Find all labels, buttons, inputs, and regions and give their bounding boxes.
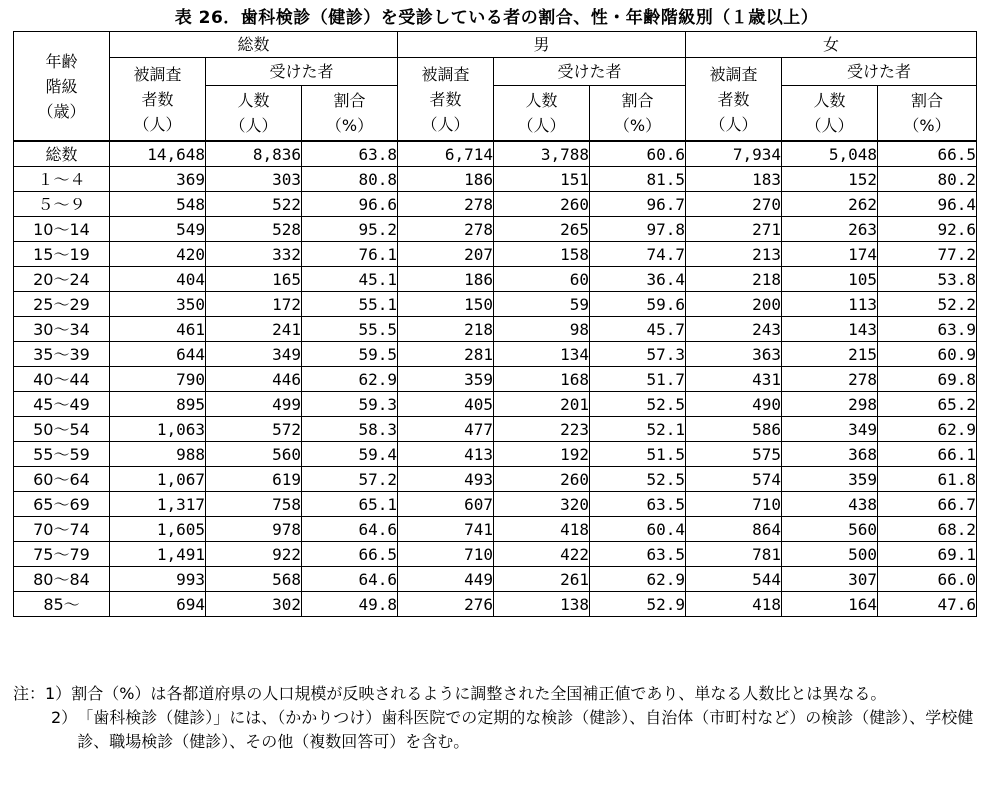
table-cell: 57.3 xyxy=(590,342,686,367)
table-cell: 57.2 xyxy=(302,467,398,492)
table-cell: 152 xyxy=(782,167,878,192)
table-cell: 320 xyxy=(494,492,590,517)
age-group-cell: 50～54 xyxy=(14,417,110,442)
table-cell: 168 xyxy=(494,367,590,392)
age-group-header: 年齢 階級 （歳） xyxy=(14,32,110,142)
table-cell: 260 xyxy=(494,192,590,217)
table-cell: 172 xyxy=(206,292,302,317)
table-cell: 53.8 xyxy=(878,267,977,292)
age-group-cell: ５～９ xyxy=(14,192,110,217)
table-cell: 59.3 xyxy=(302,392,398,417)
table-cell: 586 xyxy=(686,417,782,442)
table-row xyxy=(14,567,977,592)
table-cell: 81.5 xyxy=(590,167,686,192)
age-group-cell: 65～69 xyxy=(14,492,110,517)
rate-header: 割合 （%） xyxy=(590,86,686,142)
table-cell: 63.8 xyxy=(302,141,398,167)
table-row xyxy=(14,367,977,392)
table-cell: 55.1 xyxy=(302,292,398,317)
table-cell: 69.1 xyxy=(878,542,977,567)
table-row xyxy=(14,542,977,567)
table-cell: 200 xyxy=(686,292,782,317)
count-header: 人数 （人） xyxy=(782,86,878,142)
table-row xyxy=(14,292,977,317)
table-cell: 276 xyxy=(398,592,494,617)
table-cell: 134 xyxy=(494,342,590,367)
table-cell: 988 xyxy=(110,442,206,467)
table-cell: 76.1 xyxy=(302,242,398,267)
table-cell: 65.2 xyxy=(878,392,977,417)
footnote-marker: 注：1） xyxy=(13,684,72,703)
group-header-male: 男 xyxy=(398,32,686,58)
table-cell: 278 xyxy=(398,217,494,242)
footnote-2 xyxy=(13,706,983,754)
table-row xyxy=(14,167,977,192)
table-cell: 278 xyxy=(398,192,494,217)
age-group-cell: 25～29 xyxy=(14,292,110,317)
count-header: 人数 （人） xyxy=(206,86,302,142)
table-cell: 644 xyxy=(110,342,206,367)
table-body xyxy=(14,141,977,617)
table-cell: 62.9 xyxy=(590,567,686,592)
age-group-cell: 75～79 xyxy=(14,542,110,567)
table-cell: 499 xyxy=(206,392,302,417)
table-cell: 262 xyxy=(782,192,878,217)
age-group-cell: 総数 xyxy=(14,141,110,167)
table-cell: 158 xyxy=(494,242,590,267)
age-group-cell: 60～64 xyxy=(14,467,110,492)
footnotes xyxy=(13,682,983,754)
table-cell: 758 xyxy=(206,492,302,517)
table-cell: 1,317 xyxy=(110,492,206,517)
table-cell: 270 xyxy=(686,192,782,217)
table-cell: 5,048 xyxy=(782,141,878,167)
received-header: 受けた者 xyxy=(782,58,977,86)
table-cell: 560 xyxy=(206,442,302,467)
table-cell: 59.5 xyxy=(302,342,398,367)
table-cell: 192 xyxy=(494,442,590,467)
table-cell: 60 xyxy=(494,267,590,292)
table-header xyxy=(14,32,977,142)
table-cell: 138 xyxy=(494,592,590,617)
table-cell: 350 xyxy=(110,292,206,317)
age-group-cell: 40～44 xyxy=(14,367,110,392)
table-cell: 52.5 xyxy=(590,467,686,492)
table-cell: 65.1 xyxy=(302,492,398,517)
table-cell: 420 xyxy=(110,242,206,267)
table-cell: 864 xyxy=(686,517,782,542)
table-cell: 174 xyxy=(782,242,878,267)
table-cell: 418 xyxy=(686,592,782,617)
table-cell: 404 xyxy=(110,267,206,292)
age-group-cell: 80～84 xyxy=(14,567,110,592)
table-cell: 58.3 xyxy=(302,417,398,442)
table-cell: 151 xyxy=(494,167,590,192)
table-row xyxy=(14,192,977,217)
table-title: 表 26．歯科検診（健診）を受診している者の割合、性・年齢階級別（１歳以上） xyxy=(174,8,819,28)
table-cell: 265 xyxy=(494,217,590,242)
table-cell: 66.1 xyxy=(878,442,977,467)
table-cell: 741 xyxy=(398,517,494,542)
table-cell: 607 xyxy=(398,492,494,517)
table-cell: 95.2 xyxy=(302,217,398,242)
rate-header: 割合 （%） xyxy=(878,86,977,142)
table-row xyxy=(14,517,977,542)
table-cell: 47.6 xyxy=(878,592,977,617)
table-cell: 51.5 xyxy=(590,442,686,467)
table-cell: 52.1 xyxy=(590,417,686,442)
table-cell: 186 xyxy=(398,167,494,192)
table-cell: 298 xyxy=(782,392,878,417)
table-cell: 186 xyxy=(398,267,494,292)
table-row xyxy=(14,442,977,467)
table-cell: 45.1 xyxy=(302,267,398,292)
table-cell: 332 xyxy=(206,242,302,267)
table-cell: 77.2 xyxy=(878,242,977,267)
table-cell: 66.0 xyxy=(878,567,977,592)
age-group-cell: 15～19 xyxy=(14,242,110,267)
table-cell: 66.5 xyxy=(302,542,398,567)
table-cell: 461 xyxy=(110,317,206,342)
surveyed-header: 被調査 者数 （人） xyxy=(398,58,494,142)
table-cell: 490 xyxy=(686,392,782,417)
table-cell: 243 xyxy=(686,317,782,342)
table-cell: 574 xyxy=(686,467,782,492)
rate-header: 割合 （%） xyxy=(302,86,398,142)
received-header: 受けた者 xyxy=(206,58,398,86)
table-row xyxy=(14,141,977,167)
table-row xyxy=(14,317,977,342)
table-row xyxy=(14,342,977,367)
table-cell: 63.9 xyxy=(878,317,977,342)
table-cell: 96.4 xyxy=(878,192,977,217)
table-cell: 619 xyxy=(206,467,302,492)
group-header-total: 総数 xyxy=(110,32,398,58)
table-cell: 96.6 xyxy=(302,192,398,217)
table-cell: 68.2 xyxy=(878,517,977,542)
count-header: 人数 （人） xyxy=(494,86,590,142)
table-cell: 165 xyxy=(206,267,302,292)
age-group-cell: 70～74 xyxy=(14,517,110,542)
table-cell: 52.5 xyxy=(590,392,686,417)
table-cell: 993 xyxy=(110,567,206,592)
surveyed-header: 被調査 者数 （人） xyxy=(686,58,782,142)
table-cell: 8,836 xyxy=(206,141,302,167)
table-cell: 49.8 xyxy=(302,592,398,617)
table-cell: 572 xyxy=(206,417,302,442)
table-cell: 349 xyxy=(782,417,878,442)
age-group-cell: 35～39 xyxy=(14,342,110,367)
table-cell: 51.7 xyxy=(590,367,686,392)
age-group-cell: 20～24 xyxy=(14,267,110,292)
table-cell: 544 xyxy=(686,567,782,592)
footnote-1 xyxy=(13,682,983,706)
table-cell: 52.9 xyxy=(590,592,686,617)
footnote-marker: 2） xyxy=(51,708,78,727)
table-cell: 781 xyxy=(686,542,782,567)
table-cell: 218 xyxy=(398,317,494,342)
table-cell: 449 xyxy=(398,567,494,592)
table-cell: 63.5 xyxy=(590,492,686,517)
table-cell: 528 xyxy=(206,217,302,242)
table-row xyxy=(14,467,977,492)
age-group-cell: 45～49 xyxy=(14,392,110,417)
table-cell: 59.4 xyxy=(302,442,398,467)
table-cell: 62.9 xyxy=(878,417,977,442)
table-cell: 223 xyxy=(494,417,590,442)
table-cell: 549 xyxy=(110,217,206,242)
data-table xyxy=(13,31,977,617)
table-cell: 164 xyxy=(782,592,878,617)
table-cell: 113 xyxy=(782,292,878,317)
table-cell: 500 xyxy=(782,542,878,567)
table-cell: 6,714 xyxy=(398,141,494,167)
table-cell: 895 xyxy=(110,392,206,417)
table-row xyxy=(14,592,977,617)
footnote-text: 割合（%）は各都道府県の人口規模が反映されるように調整された全国補正値であり、単なる人数比とは異なる。 xyxy=(71,684,887,703)
footnote-text: 「歯科検診（健診）」には、（かかりつけ）歯科医院での定期的な検診（健診）、自治体（市町村など）の検診（健診）、学校健診、職場検診（健診）、その他（複数回答可）を含む。 xyxy=(77,708,974,751)
table-row xyxy=(14,417,977,442)
table-cell: 363 xyxy=(686,342,782,367)
table-cell: 307 xyxy=(782,567,878,592)
table-cell: 261 xyxy=(494,567,590,592)
table-cell: 369 xyxy=(110,167,206,192)
table-cell: 60.6 xyxy=(590,141,686,167)
table-cell: 92.6 xyxy=(878,217,977,242)
table-cell: 281 xyxy=(398,342,494,367)
table-cell: 60.4 xyxy=(590,517,686,542)
table-cell: 66.7 xyxy=(878,492,977,517)
table-cell: 80.2 xyxy=(878,167,977,192)
table-row xyxy=(14,492,977,517)
table-cell: 271 xyxy=(686,217,782,242)
table-cell: 260 xyxy=(494,467,590,492)
table-cell: 1,491 xyxy=(110,542,206,567)
table-cell: 349 xyxy=(206,342,302,367)
table-cell: 74.7 xyxy=(590,242,686,267)
table-cell: 302 xyxy=(206,592,302,617)
table-row xyxy=(14,267,977,292)
table-cell: 80.8 xyxy=(302,167,398,192)
table-cell: 150 xyxy=(398,292,494,317)
table-cell: 59 xyxy=(494,292,590,317)
table-cell: 61.8 xyxy=(878,467,977,492)
age-group-cell: １～４ xyxy=(14,167,110,192)
table-cell: 55.5 xyxy=(302,317,398,342)
table-cell: 59.6 xyxy=(590,292,686,317)
table-cell: 368 xyxy=(782,442,878,467)
table-cell: 710 xyxy=(686,492,782,517)
table-cell: 568 xyxy=(206,567,302,592)
table-cell: 1,067 xyxy=(110,467,206,492)
table-cell: 105 xyxy=(782,267,878,292)
age-group-cell: 85～ xyxy=(14,592,110,617)
received-header: 受けた者 xyxy=(494,58,686,86)
table-row xyxy=(14,392,977,417)
table-cell: 438 xyxy=(782,492,878,517)
table-cell: 96.7 xyxy=(590,192,686,217)
table-cell: 64.6 xyxy=(302,567,398,592)
age-group-cell: 30～34 xyxy=(14,317,110,342)
table-cell: 477 xyxy=(398,417,494,442)
age-group-cell: 55～59 xyxy=(14,442,110,467)
table-cell: 183 xyxy=(686,167,782,192)
table-cell: 45.7 xyxy=(590,317,686,342)
table-cell: 978 xyxy=(206,517,302,542)
table-cell: 1,605 xyxy=(110,517,206,542)
table-cell: 63.5 xyxy=(590,542,686,567)
table-cell: 359 xyxy=(398,367,494,392)
table-cell: 1,063 xyxy=(110,417,206,442)
table-cell: 359 xyxy=(782,467,878,492)
table-cell: 62.9 xyxy=(302,367,398,392)
table-cell: 207 xyxy=(398,242,494,267)
table-cell: 422 xyxy=(494,542,590,567)
table-cell: 98 xyxy=(494,317,590,342)
table-cell: 241 xyxy=(206,317,302,342)
table-row xyxy=(14,217,977,242)
table-cell: 7,934 xyxy=(686,141,782,167)
table-cell: 66.5 xyxy=(878,141,977,167)
table-cell: 710 xyxy=(398,542,494,567)
table-cell: 36.4 xyxy=(590,267,686,292)
table-cell: 413 xyxy=(398,442,494,467)
age-group-cell: 10～14 xyxy=(14,217,110,242)
table-cell: 493 xyxy=(398,467,494,492)
table-cell: 201 xyxy=(494,392,590,417)
table-cell: 575 xyxy=(686,442,782,467)
table-cell: 69.8 xyxy=(878,367,977,392)
table-cell: 97.8 xyxy=(590,217,686,242)
table-cell: 548 xyxy=(110,192,206,217)
table-cell: 418 xyxy=(494,517,590,542)
table-cell: 522 xyxy=(206,192,302,217)
table-cell: 263 xyxy=(782,217,878,242)
table-cell: 14,648 xyxy=(110,141,206,167)
table-cell: 303 xyxy=(206,167,302,192)
table-cell: 215 xyxy=(782,342,878,367)
table-cell: 218 xyxy=(686,267,782,292)
surveyed-header: 被調査 者数 （人） xyxy=(110,58,206,142)
table-cell: 922 xyxy=(206,542,302,567)
table-cell: 60.9 xyxy=(878,342,977,367)
table-cell: 446 xyxy=(206,367,302,392)
table-cell: 560 xyxy=(782,517,878,542)
table-cell: 143 xyxy=(782,317,878,342)
table-cell: 694 xyxy=(110,592,206,617)
table-cell: 405 xyxy=(398,392,494,417)
table-cell: 52.2 xyxy=(878,292,977,317)
table-row xyxy=(14,242,977,267)
table-cell: 64.6 xyxy=(302,517,398,542)
table-cell: 278 xyxy=(782,367,878,392)
group-header-female: 女 xyxy=(686,32,977,58)
table-cell: 213 xyxy=(686,242,782,267)
table-cell: 431 xyxy=(686,367,782,392)
table-cell: 790 xyxy=(110,367,206,392)
table-cell: 3,788 xyxy=(494,141,590,167)
